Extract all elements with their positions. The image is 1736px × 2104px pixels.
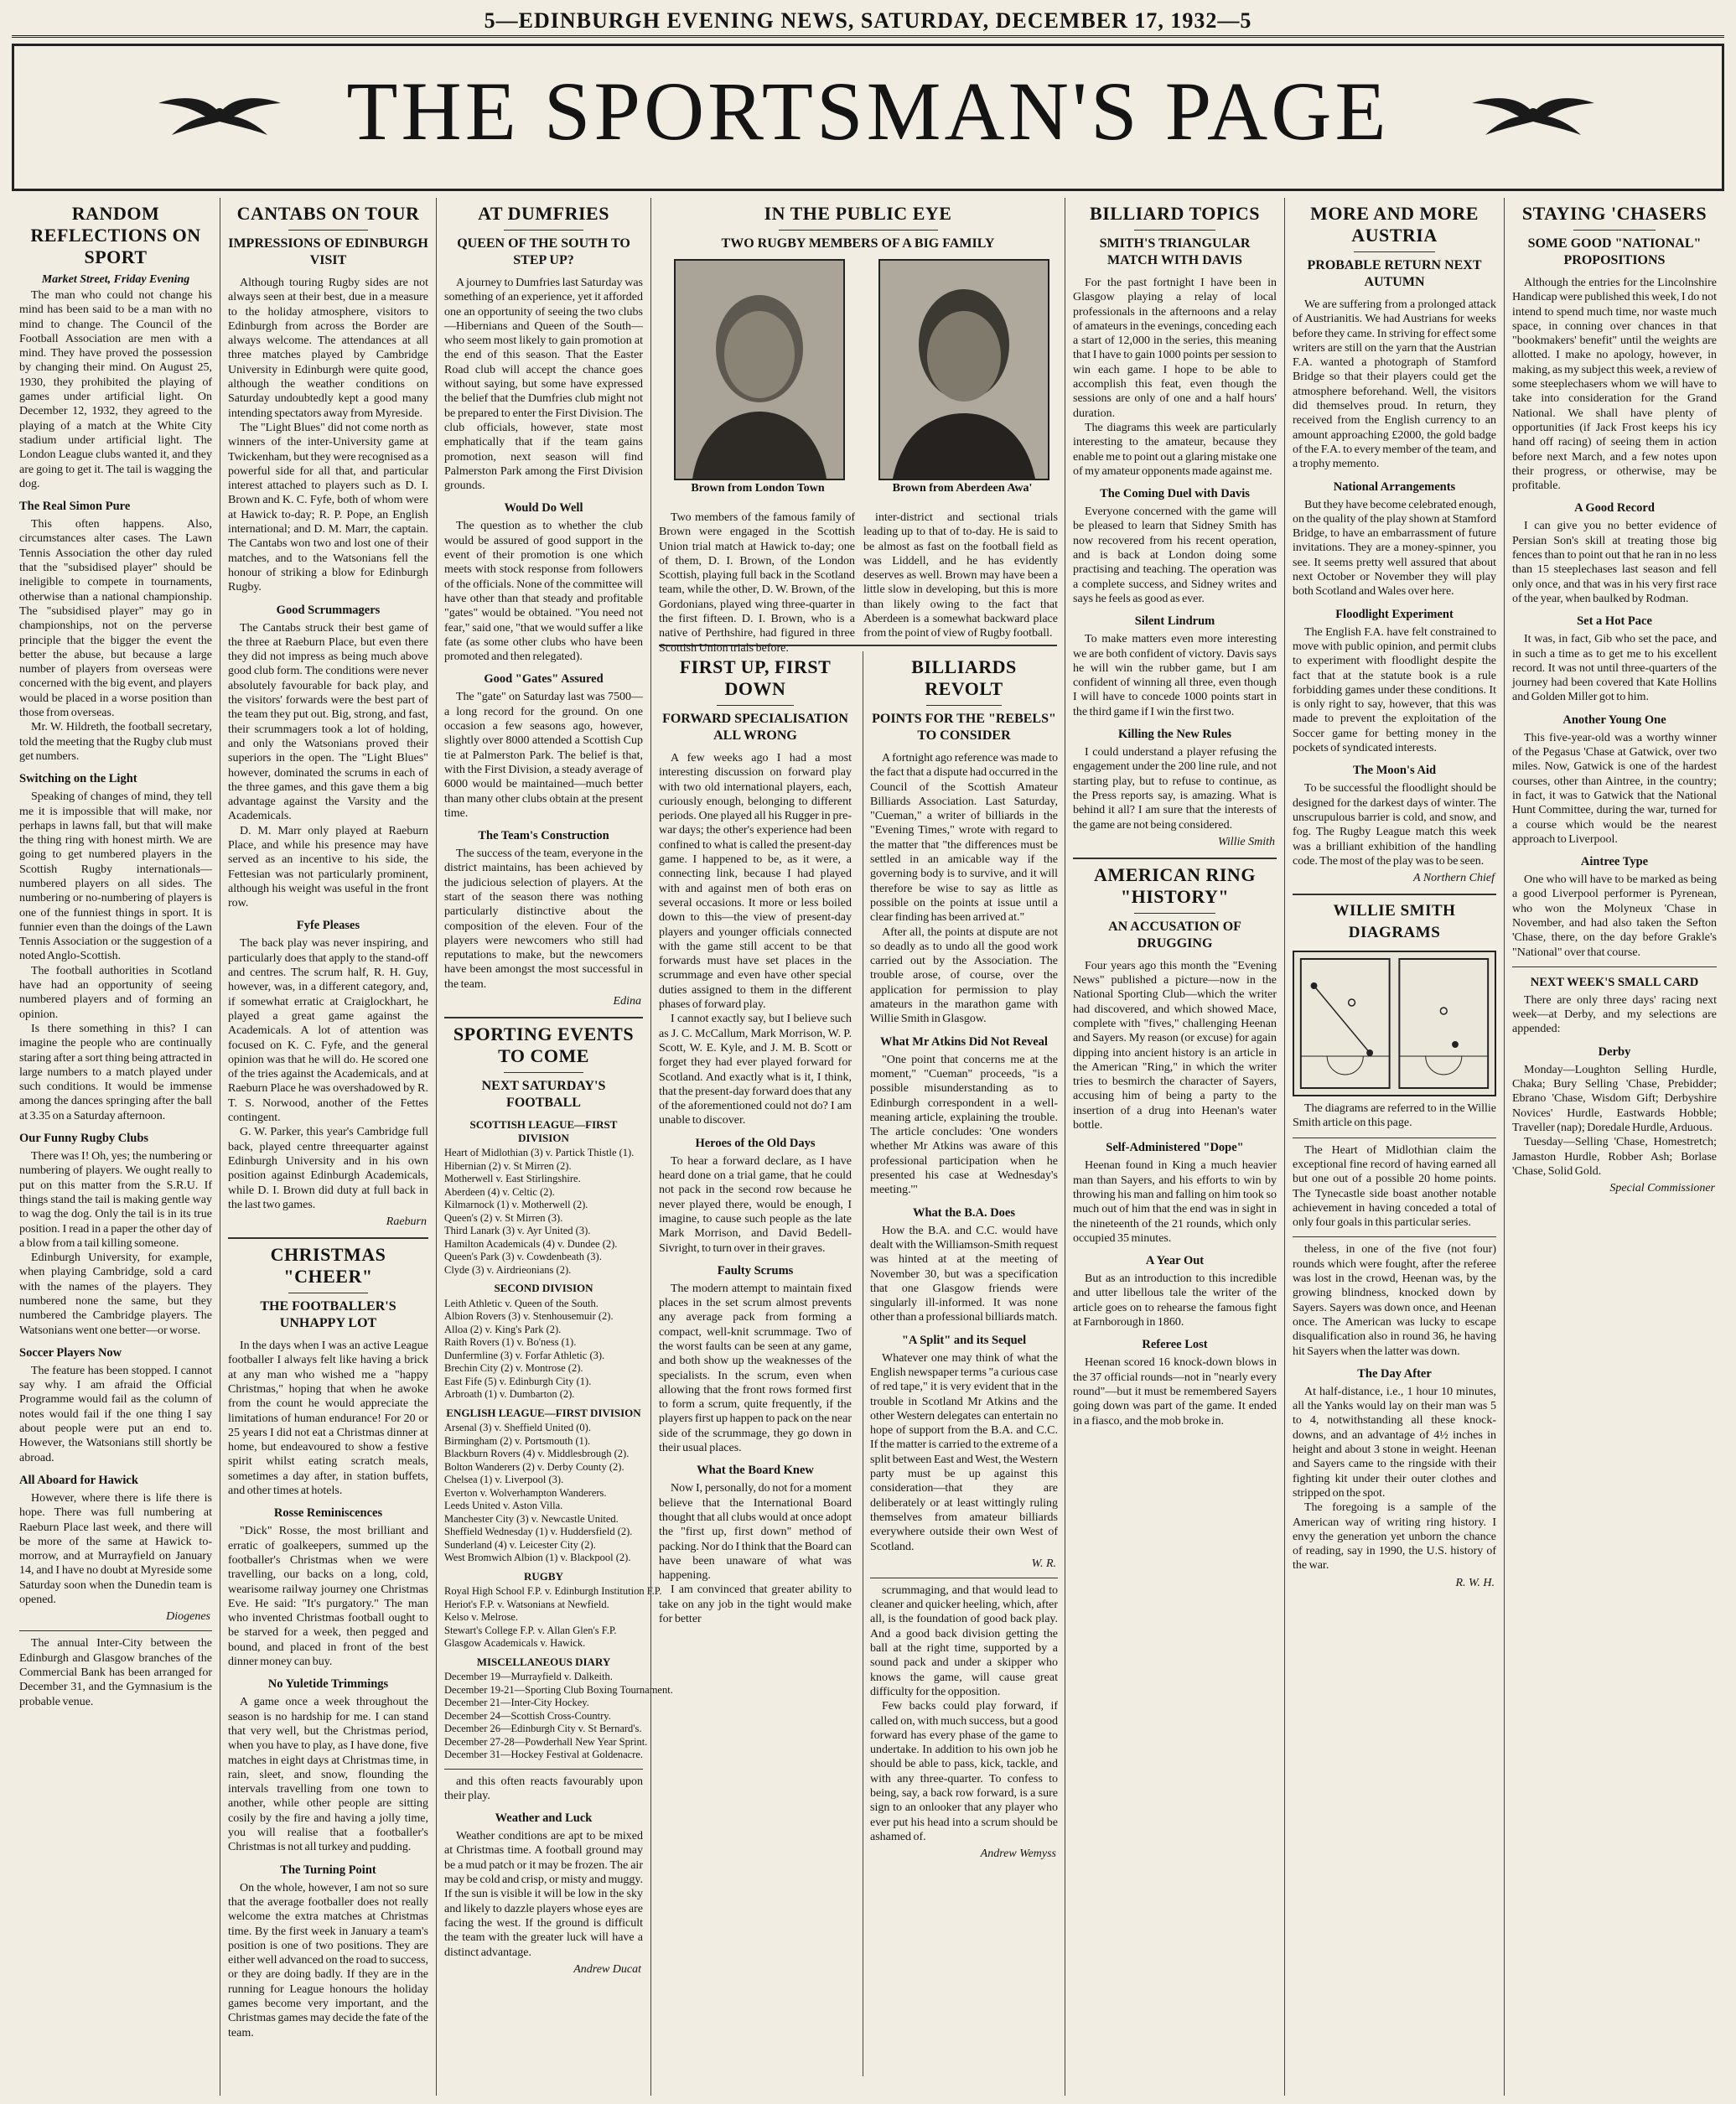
- paragraph: This often happens. Also, circumstances alter cases. The Lawn Tennis Association the other day ruled that the "subsidised player" should be ineligible to compete in tournaments, otherwise than a national championship. The "subsidised player" may go in championships, not on the perverse principle that the bigger the event the better the abuse, but because a large number of players from overseas were concerned with the big event, and players would be placed in a worse position than those from overseas.: [19, 518, 212, 720]
- article-body: [1293, 298, 1496, 885]
- column-in-the-public-eye: [650, 198, 1065, 2096]
- portrait-person-icon: [880, 261, 1048, 479]
- fixture-line: Sheffield Wednesday (1) v. Huddersfield (2).: [444, 1526, 633, 1538]
- column-more-and-more-austria: [1284, 198, 1504, 2096]
- byline-signature: Andrew Wemyss: [980, 1847, 1056, 1861]
- subheading: The Team's Construction: [478, 829, 609, 843]
- article-body: [1073, 959, 1277, 1428]
- byline-signature: Andrew Ducat: [573, 1962, 641, 1976]
- fixture-line: East Fife (5) v. Edinburgh City (1).: [444, 1375, 592, 1387]
- paragraph: To hear a forward declare, as I have heard done on a trial game, that he could not pack in the second row because he never played there, would be enough, I imagine, to cause such people as the late Mark Morrison, and David Bedell-Sivright, to turn over in their graves.: [659, 1154, 852, 1255]
- fixture-line: Kelso v. Melrose.: [444, 1611, 519, 1624]
- fixture-line: Kilmarnock (1) v. Motherwell (2).: [444, 1199, 588, 1211]
- column-headline: AT DUMFRIES: [478, 203, 609, 224]
- fixtures-heading: SCOTTISH LEAGUE—FIRST DIVISION: [469, 1118, 618, 1144]
- paragraph: However, where there is life there is hope. There was full numbering at Raeburn Place last week, and there will be more of the same at Hawick to-morrow, and at Murrayfield on January 14, and I have no doubt at Myreside some Saturday soon when the Dunedin team is opened.: [19, 1491, 212, 1607]
- paragraph: It was, in fact, Gib who set the pace, and in such a time as to get me to his excellent record. It was not until three-quarters of the journey had been covered that Kate Hollins and Golden Miller got to him.: [1512, 633, 1717, 704]
- paragraph: inter-district and sectional trials leading up to that of to-day. He is said to be almost as fast on the football field as was Liddell, and he has evidently deserves as well. Brown may have been a little slow in developing, but this is more than likely owing to the fact that Aberdeen is a somewhat backward place from the point of view of Rugby football.: [863, 511, 1058, 640]
- subheading: Switching on the Light: [19, 772, 137, 786]
- subheading: Good "Gates" Assured: [484, 672, 604, 687]
- article-body: [863, 510, 1058, 640]
- fixture-line: Stewart's College F.P. v. Allan Glen's F.P.: [444, 1624, 617, 1636]
- page-topline: 5—EDINBURGH EVENING NEWS, SATURDAY, DECEMBER 17, 1932—5: [12, 7, 1724, 38]
- fixture-line: West Bromwich Albion (1) v. Blackpool (2).: [444, 1552, 631, 1564]
- divider: [1573, 230, 1656, 231]
- subheading: Faulty Scrums: [717, 1263, 794, 1277]
- fixture-line: Clyde (3) v. Airdrieonians (2).: [444, 1263, 572, 1276]
- byline-signature: W. R.: [1031, 1557, 1056, 1570]
- paragraph: To make matters even more interesting we are both confident of victory. Davis says he will win the rubber game, but I am confident of winning all three, even though I will have to concede 1000 points start in the third game if I win the first two.: [1073, 633, 1277, 718]
- paragraph: The question as to whether the club would be assured of good support in the event of their promotion is one which meets with stock response from followers of the officials. None of the committee will have other than that steady and profitable "gates" would be obtained. "You need not fear," said one, "that we would suffer a like fate (as some other clubs who have been promoted and then relegated).: [444, 520, 643, 664]
- divider: [717, 705, 794, 706]
- paragraph: The modern attempt to maintain fixed places in the set scrum almost prevents any average pack from forming a compact, well-knit scrummage. Two of the worst faults can be seen at any game, and both show up the weaknesses of the specialists. In the scrum, even when allowing that the front rows formed first to form a scrum, quite frequently, if the players first up happen to pack on the near side of the scrummage, they go down in their usual places.: [659, 1282, 852, 1455]
- paragraph: For the past fortnight I have been in Glasgow playing a relay of local professionals in the afternoons and a relay of amateurs in the evenings, conceding each a start of 12,000 in the series, this meaning that I have to gain 1000 points per session to win each game. I hope to be able to accomplish this feat, even though the sessions are only of one and a half hours' duration.: [1073, 277, 1277, 420]
- paragraph: I am convinced that greater ability to take on any job in the tight would make for better: [659, 1583, 852, 1626]
- story-first-up-first-down: [659, 651, 857, 2076]
- article-body: [228, 276, 428, 2040]
- fixtures-heading: SECOND DIVISION: [494, 1282, 593, 1295]
- subheading: The Real Simon Pure: [19, 500, 131, 514]
- divider: [19, 1630, 212, 1631]
- paragraph: There was I! Oh, yes; the numbering or numbering of players. We ought really to put on this matter from the S.R.U. If things stand the tail is making gentle way to wag the dog. Only the tail is in its true position. I read in a paper the other day of a blow from a tail killing someone.: [19, 1150, 212, 1250]
- portrait-person-icon: [676, 261, 843, 479]
- subheading: Referee Lost: [1142, 1338, 1208, 1352]
- column-headline: MORE AND MORE AUSTRIA: [1310, 203, 1479, 246]
- paragraph: The English F.A. have felt constrained to move with public opinion, and permit clubs to experiment with floodlight despite the fact that at the statute book is a rule forbidding games under these conditions. It is only right to say, however, that this was made to prevent the exploitation of the Soccer game for betting money in the pockets of syndicated interests.: [1293, 625, 1496, 755]
- subheading: Another Young One: [1562, 713, 1666, 727]
- subheading: Derby: [1598, 1044, 1631, 1059]
- column-subhead: AN ACCUSATION OF DRUGGING: [1108, 919, 1241, 951]
- fixture-line: Chelsea (1) v. Liverpool (3).: [444, 1474, 564, 1486]
- fixture-line: Raith Rovers (1) v. Bo'ness (1).: [444, 1336, 577, 1349]
- paragraph: This five-year-old was a worthy winner of the Pegasus 'Chase at Gatwick, over two miles. Now, Gatwick is one of the hardest courses, other than Aintree, in the country; in fact, it was to Gatwick that the National Hunt Committee, during the war, turned for a course which would be the nearest approach to Liverpool.: [1512, 731, 1717, 846]
- subheading: Would Do Well: [504, 501, 583, 516]
- divider: [1354, 251, 1435, 252]
- fixture-line: Queen's (2) v. St Mirren (3).: [444, 1211, 563, 1224]
- paragraph: Whatever one may think of what the English newspaper terms "a curious case of red tape," it is very evident that in the trouble in Scotland Mr Atkins and the other Western delegates can entertain no hope of support from the B.A. and C.C. If the matter is carried to the extreme of a split between East and West, the Western party must be up against this consideration—that they are deliberately or at least wittingly ruling themselves from amateur billiards everywhere outside their own West of Scotland.: [870, 1351, 1058, 1553]
- eagle-ornament-right-icon: [1470, 88, 1596, 138]
- paragraph: On the whole, however, I am not so sure that the average footballer does not really welcome the extra matches at Christmas time. By the first week in January a team's position is one of two positions. They are either well advanced on the road to success, or they are doing badly. If they are in the running for League honours the holiday games become very important, and the Christmas games may decide the fate of the team.: [228, 1881, 428, 2039]
- column-subhead: THE FOOTBALLER'S UNHAPPY LOT: [260, 1299, 396, 1331]
- subheading: Soccer Players Now: [19, 1345, 122, 1360]
- paragraph: Although the entries for the Lincolnshire Handicap were published this week, I do not intend to spend much time, nor waste much space, in conning over chances in that "bookmakers' benefit" until the weights are allotted. I make no apology, however, in making, as my subject this week, a review of some steeplechasers whom we will have to take into consideration for the Grand National. We shall have plenty of opportunities (if Jack Frost keeps his icy hand off racing) of seeing them in action before next March, and a few notes upon their progress, or otherwise, may be profitable.: [1512, 277, 1717, 493]
- divider: [1512, 966, 1717, 967]
- paragraph: I cannot exactly say, but I believe such as J. C. McCallum, Mark Morrison, W. P. Scott, W. E. Kyle, and J. M. B. Scott or forget they had ever played forward for Scotland. And exactly what is it, I think, that the present-day forward does that any of the aforementioned could not do? I am unable to discover.: [659, 1013, 852, 1127]
- paragraph: and this often reacts favourably upon their play.: [444, 1775, 643, 1802]
- paragraph: At half-distance, i.e., 1 hour 10 minutes, all the Yanks would lay on their man was 5 to 4, notwithstanding all these knock-downs, and an advantage of 4½ inches in height and about 3 stone in weight. Heenan and Sayers came to the ringside with their fighting kit under their outer clothes and stripped on the spot.: [1293, 1385, 1496, 1500]
- divider: [504, 230, 583, 231]
- column-headline: SPORTING EVENTS TO COME: [453, 1023, 635, 1067]
- fixture-line: December 24—Scottish Cross-Country.: [444, 1709, 611, 1722]
- paragraph: I could understand a player refusing the engagement under the 200 line rule, and not starting play, but to refuse to continue, as the Press reports say, is amazing. What is behind it all? I am sure that the interests of the game are not being considered.: [1073, 746, 1277, 832]
- paragraph: The "gate" on Saturday last was 7500—a long record for the ground. On one occasion a few seasons ago, however, slightly over 8000 attended a Scottish Cup tie at Palmerston Park. The belief is that, with the First Division, a steady average of 6000 would be maintained—much better than many other clubs obtain at the present time.: [444, 691, 643, 820]
- divider: [444, 1017, 643, 1018]
- fixtures-heading: MISCELLANEOUS DIARY: [476, 1655, 611, 1668]
- fixture-line: Bolton Wanderers (2) v. Derby County (2).: [444, 1460, 624, 1473]
- diagram-caption: The diagrams are referred to in the Willie Smith article on this page.: [1293, 1102, 1496, 1130]
- fixture-line: Albion Rovers (3) v. Stenhousemuir (2).: [444, 1310, 614, 1323]
- article-body: [870, 751, 1058, 1861]
- fixture-line: December 26—Edinburgh City v. St Bernard's.: [444, 1723, 642, 1735]
- column-headline: CHRISTMAS "CHEER": [270, 1244, 386, 1288]
- byline-signature: Diogenes: [166, 1610, 210, 1624]
- subheading: Set a Hot Pace: [1577, 614, 1652, 629]
- paragraph: To be successful the floodlight should be designed for the darkest days of winter. The unscrupulous barrier is cold, and snow, and fog. The Rugby League match this week was a brilliant exhibition of the handling code. The most of the play was to be seen.: [1293, 782, 1496, 868]
- paragraph: But as an introduction to this incredible and utter libellous tale the writer of the article goes on to rehearse the famous fight at Farnborough in 1860.: [1073, 1272, 1277, 1329]
- paragraph: Is there something in this? I can imagine the people who are continually staring after a sort thing being attracted in large numbers to a match played under such conditions. It would be immense among the dances springing after the ball at 3.35 on a Saturday afternoon.: [19, 1022, 212, 1122]
- paragraph: There are only three days' racing next week—at Derby, and my selections are appended:: [1512, 993, 1717, 1036]
- column-headline: AMERICAN RING "HISTORY": [1094, 863, 1256, 907]
- portrait-caption: Brown from London Town: [691, 482, 825, 495]
- divider: [444, 1769, 643, 1770]
- racing-selection: Monday—Loughton Selling Hurdle, Chaka; Bury Selling 'Chase, Prebidder; Ebrano 'Chase, Wisdom Gift; Derbyshire Novices' Hurdle, Eastwards Hobble; Traveller (nap); Doredale Hurdle, Arduous.: [1512, 1063, 1717, 1134]
- subheading: Heroes of the Old Days: [695, 1136, 816, 1150]
- column-headline: STAYING 'CHASERS: [1521, 203, 1707, 224]
- column-headline: BILLIARDS REVOLT: [911, 656, 1017, 699]
- paragraph: Mr. W. Hildreth, the football secretary, told the meeting that the Rugby club must get numbers.: [19, 721, 212, 763]
- article-body: [659, 510, 855, 655]
- fixture-line: Leith Athletic v. Queen of the South.: [444, 1297, 599, 1309]
- byline-signature: A Northern Chief: [1413, 872, 1495, 885]
- subheading: What Mr Atkins Did Not Reveal: [880, 1034, 1048, 1049]
- fixture-line: Brechin City (2) v. Montrose (2).: [444, 1362, 583, 1375]
- fixture-line: Manchester City (3) v. Newcastle United.: [444, 1512, 619, 1525]
- divider: [926, 705, 1002, 706]
- subheading: All Aboard for Hawick: [19, 1473, 138, 1487]
- column-headline: FIRST UP, FIRST DOWN: [679, 656, 832, 699]
- paragraph: Speaking of changes of mind, they tell me it is impossible that will make, nor perhaps in lawns fall, but that will make the thing ring with honest mirth. We are going to get numbered players in the Scottish Rugby internationals—numbered players on all sides. The numbering or no-numbering of players is one of the funniest things in sport. It is funnier even than the doings of the Lawn Tennis Association or the suggestion of a noted Anglo-Scottish.: [19, 790, 212, 963]
- fixture-line: December 19-21—Sporting Club Boxing Tournament.: [444, 1683, 673, 1696]
- article-body: [1293, 1101, 1496, 1590]
- fixture-line: Arsenal (3) v. Sheffield United (0).: [444, 1422, 591, 1434]
- billiards-diagrams: [1293, 951, 1496, 1096]
- subheading: The Turning Point: [280, 1863, 376, 1877]
- subheading: What the B.A. Does: [912, 1205, 1016, 1220]
- paragraph: A few weeks ago I had a most interesting discussion on forward play with two old international players, each, curiously enough, belonging to different periods. One played all his Rugger in pre-war days; the other's experience had been confined to what is called the present-day game. I happened to be, as it were, a connecting link, because I had played with and against men of both eras on several occasions. It more or less boiled down to this—the view of present-day players and younger officials connected with the game still accent to be that forwards must have set places in the scrummage and even have other special duties assigned to them in the different phases of forward play.: [659, 752, 852, 1012]
- divider: [288, 230, 369, 231]
- paragraph: How the B.A. and C.C. would have dealt with the Williamson-Smith request was hinted at at the meeting of November 30, but was a specification that one Glasgow friends were singularly ill-informed. It was none other than a professional billiards match.: [870, 1224, 1058, 1324]
- fixture-line: Alloa (2) v. King's Park (2).: [444, 1323, 562, 1335]
- column-subhead: QUEEN OF THE SOUTH TO STEP UP?: [457, 236, 630, 267]
- paragraph: Everyone concerned with the game will be pleased to learn that Sidney Smith has now recovered from his recent operation, and is back at London doing some practising and teaching. The operation was a complete success, and Sidney writes and says he feels as good as ever.: [1073, 505, 1277, 605]
- paragraph: I can give you no better evidence of Persian Son's skill at treating those big fences than to point out that he ran in no less than 15 steeplechases last season and fell only once, and that was in his very first race of the year, when baulked by Rodman.: [1512, 520, 1717, 605]
- paragraph: G. W. Parker, this year's Cambridge full back, played centre threequarter against Edinburgh University and in his own position against Edinburgh Academicals, while D. I. Brown did duty at full back in the last two games.: [228, 1126, 428, 1211]
- paragraph: Edinburgh University, for example, when playing Cambridge, sold a card with the names of the players. They numbered none the same, but they numbered the Cambridge players. The Watsonians went one better—or worse.: [19, 1252, 212, 1337]
- column-staying-chasers: [1504, 198, 1724, 2096]
- paragraph: The success of the team, everyone in the district maintains, has been achieved by the judicious selection of players. At the start of the season there was nothing particularly distinctive about the composition of the eleven. Four of the players were newcomers who still had reputations to make, but the newcomers have been amongst the most successful in the team.: [444, 847, 643, 991]
- portrait-photo: [674, 259, 845, 480]
- paragraph: The "Light Blues" did not come north as winners of the inter-University game at Twickenham, but they were recognised as a powerful side for all that, and particular interest attached to players such as D. I. Brown and K. C. Fyfe, both of whom were at Hawick to-day; R. P. Pope, an English international; and D. M. Marr, the captain. The Cantabs won two and lost one of their matches, and to the Watsonians fell the honour of striking a blow for Edinburgh Rugby.: [228, 421, 428, 594]
- paragraph: Weather conditions are apt to be mixed at Christmas time. A football ground may be a mud patch or it may be frozen. The air may be cold and crisp, or misty and muggy. If the sun is visible it will be low in the sky and likely to dazzle players whose eyes are facing the west. If the ground is difficult the team with the greater luck will have a distinct advantage.: [444, 1830, 643, 1959]
- subheading: "A Split" and its Sequel: [901, 1333, 1027, 1347]
- paragraph: theless, in one of the five (not four) rounds which were fought, after the referee was lost in the crowd, Heenan was, by the growing blindness, knocked down by Sayers. Sayers was down once, and Heenan once. The American was lucky to escape disqualification also in round 36, he having hit Sayers when the latter was down.: [1293, 1243, 1496, 1358]
- subheading: Silent Lindrum: [1134, 614, 1215, 629]
- column-headline: IN THE PUBLIC EYE: [764, 203, 952, 224]
- paragraph: The foregoing is a sample of the American way of writing ring history. I envy the generation yet unborn the chance of reading, say in 1990, the U.S. history of the war.: [1293, 1501, 1496, 1573]
- story-billiards-revolt: [863, 651, 1058, 2076]
- byline-signature: R. W. H.: [1455, 1576, 1495, 1589]
- divider: [1134, 913, 1215, 914]
- fixtures-list: [444, 1118, 673, 1762]
- subheading: Weather and Luck: [495, 1811, 593, 1826]
- fixture-line: Sunderland (4) v. Leicester City (2).: [444, 1538, 596, 1551]
- column-headline: CANTABS ON TOUR: [236, 203, 420, 224]
- subheading: National Arrangements: [1333, 479, 1456, 494]
- fixture-line: Royal High School F.P. v. Edinburgh Institution F.P.: [444, 1585, 662, 1598]
- fixture-line: December 31—Hockey Festival at Goldenacre.: [444, 1749, 644, 1761]
- divider: [504, 1072, 583, 1073]
- column-headline: RANDOM REFLECTIONS ON SPORT: [30, 203, 201, 267]
- divider: [1073, 858, 1277, 859]
- banner-title: THE SPORTSMAN'S PAGE: [346, 65, 1390, 158]
- paragraph: The man who could not change his mind has been said to be a man with no mind to change. The Council of the Football Association are men with a mind. They have proved the possession by changing their mind. On August 25, 1930, they prohibited the playing of games under artificial light. On December 12, 1932, they agreed to the playing of a match at the White City stadium under artificial light. The London League clubs wanted it, and they are going to get it. The tail is wagging the dog.: [19, 289, 212, 490]
- paragraph: D. M. Marr only played at Raeburn Place, and while his presence may have served as an incentive to his side, the Fettesian was not particularly prominent, although his weight was useful in the front row.: [228, 824, 428, 910]
- subheading: A Good Record: [1574, 501, 1655, 516]
- column-subhead: TWO RUGBY MEMBERS OF A BIG FAMILY: [721, 236, 995, 251]
- fixture-line: Motherwell v. East Stirlingshire.: [444, 1173, 581, 1185]
- paragraph: The Cantabs struck their best game of the three at Raeburn Place, but even there they did not impress as being much above good club form. The conditions were never absolutely favourable for back play, and the visitors' forwards were the best part of the team they put out. Big, strong, and fast, their scrummagers took a lot of holding, and only the Watsonians proved their superiors in the open. The "Light Blues" however, dominated the scrums in each of the three games, and this gave them a big advantage against the Varsity and the Academicals.: [228, 621, 428, 823]
- byline-signature: Raeburn: [386, 1215, 427, 1229]
- fixtures-heading: RUGBY: [524, 1569, 563, 1583]
- paragraph: Heenan found in King a much heavier man than Sayers, and his efforts to win by throwing his man and falling on him took so much out of him that the end was in sight in the nineteenth of the 21 rounds, which only occupied 35 minutes.: [1073, 1159, 1277, 1245]
- paragraph: Few backs could play forward, if called on, with much success, but a good forward has every phase of the game to undertake. In addition to his own job he should be able to pass, kick, tackle, and with any three-quarter. To confess to being, say, a back row forward, is a sure sign to an onlooker that any player who ever put his head into a scrum should be ashamed of.: [870, 1700, 1058, 1843]
- dateline: Market Street, Friday Evening: [41, 273, 190, 286]
- subheading: The Moon's Aid: [1352, 764, 1437, 778]
- paragraph: A fortnight ago reference was made to the fact that a dispute had occurred in the Council of the Scottish Amateur Billiards Association. Last Saturday, "Cueman," a writer of billiards in the "Evening Times," wrote with regard to the matter that "the differences must be settled in an amicable way if the governing body is to survive, and it will therefore be wise to say as little as possible on the points at issue until a clear finding has been arrived at.": [870, 752, 1058, 925]
- fixture-line: Queen's Park (3) v. Cowdenbeath (3).: [444, 1251, 602, 1263]
- diagrams-title: WILLIE SMITH DIAGRAMS: [1333, 902, 1456, 942]
- byline-signature: Edina: [613, 995, 641, 1008]
- byline-signature: Special Commissioner: [1609, 1182, 1715, 1195]
- paragraph: scrummaging, and that would lead to cleaner and quicker heeling, which, after all, is the foundation of good back play. And a good back division getting the ball at the right time, supported by a sound pack and under a skipper who knows the game, will cause great difficulty for the opposition.: [870, 1583, 1058, 1698]
- divider: [1134, 230, 1215, 231]
- article-body: [19, 288, 212, 1709]
- portrait-photo: [878, 259, 1049, 480]
- fixture-line: Blackburn Rovers (4) v. Middlesbrough (2).: [444, 1448, 630, 1460]
- column-subhead: SOME GOOD "NATIONAL" PROPOSITIONS: [1527, 236, 1702, 267]
- racing-card-title: NEXT WEEK'S SMALL CARD: [1530, 975, 1699, 989]
- fixture-line: Glasgow Academicals v. Hawick.: [444, 1637, 586, 1650]
- paragraph: The back play was never inspiring, and particularly does that apply to the stand-off and centres. The scrum half, R. H. Guy, however, was, in a different category, and, if somewhat erratic at Craiglockhart, he played a great game against the Academicals. A lot of attention was focused on K. C. Fyfe, and the general opinion was that he will do. He scored one of the tries against the Academicals, and at Raeburn Place he was overshadowed by R. T. S. Norwood, another of the Fettes contingent.: [228, 937, 428, 1125]
- paragraph: One who will have to be marked as being a good Liverpool performer is Pyrenean, who won the Molyneux 'Chase in November, and had also taken the Sefton 'Chase, there, on the day before Grakle's "National" over that course.: [1512, 873, 1717, 959]
- column-subhead: IMPRESSIONS OF EDINBURGH VISIT: [228, 236, 428, 267]
- subheading: Aintree Type: [1580, 855, 1649, 869]
- subheading: Self-Administered "Dope": [1106, 1141, 1244, 1155]
- divider: [1293, 894, 1496, 895]
- split-stories: [659, 651, 1057, 2076]
- subheading: Good Scrummagers: [276, 603, 381, 617]
- subheading: Killing the New Rules: [1118, 728, 1231, 742]
- column-cantabs-on-tour: [220, 198, 436, 2096]
- byline-signature: Willie Smith: [1217, 835, 1275, 848]
- fixture-line: Dunfermline (3) v. Forfar Athletic (3).: [444, 1349, 605, 1361]
- paragraph: In the days when I was an active League footballer I always felt like having a brick at any man who wished me a "happy Christmas," hoping that when he awoke from the count he would appreciate the limitations of human endurance! For 20 or 25 years I did not eat a Christmas dinner at home, but endeavoured to show a festive spirit whilst eating scratch meals, sometimes a day after, in station buffets, and other times at hotels.: [228, 1340, 428, 1498]
- article-body: [444, 1775, 643, 1977]
- portrait-caption: Brown from Aberdeen Awa': [892, 482, 1033, 495]
- racing-selection: Tuesday—Selling 'Chase, Homestretch; Jamaston Hurdle, Robber Ash; Borlase 'Chase, Solid Gold.: [1512, 1136, 1717, 1178]
- subheading: Floodlight Experiment: [1335, 607, 1454, 621]
- fixture-line: December 21—Inter-City Hockey.: [444, 1697, 589, 1709]
- paragraph: A game once a week throughout the season is no hardship for me. I can stand that very well, but the Christmas period, when you have to play, as I have done, five matches in eight days at Christmas time, in rain, sleet, and snow, flounding the intervals travelling from one town to another, while other people are sitting cosily by the fire and having a jolly time, you will realise that a footballer's Christmas is not all turkey and pudding.: [228, 1696, 428, 1854]
- paragraph: The football authorities in Scotland have had an opportunity of seeing numbered players and of forming an opinion.: [19, 964, 212, 1021]
- fixture-line: December 19—Murrayfield v. Dalkeith.: [444, 1671, 613, 1683]
- column-subhead: PROBABLE RETURN NEXT AUTUMN: [1307, 258, 1482, 289]
- column-headline: BILLIARD TOPICS: [1090, 203, 1260, 224]
- article-body: [1073, 276, 1277, 849]
- fixture-line: Arbroath (1) v. Dumbarton (2).: [444, 1388, 575, 1401]
- paragraph: We are suffering from a prolonged attack of Austrianitis. We had Austrians for weeks before they came. In striving for effect some writers are still on the yarn that the Austrian F.A. wanted a photograph of Stamford Bridge so that their players could get the atmosphere beforehand. Well, the visitors did themselves proud. In return, they received from the English currency to an amount approaching £2000, the gold badge of the F.A. to every member of the team, and a trophy memento.: [1293, 298, 1496, 471]
- paragraph: The Heart of Midlothian claim the exceptional fine record of having earned all but one out of a possible 20 home points. The Tynecastle side boast another notable achievement in having conceded a total of only four goals in this particular series.: [1293, 1143, 1496, 1230]
- paragraph: The diagrams this week are particularly interesting to the amateur, because they enable me to point out a glaring mistake one of my amateur opponents made against me.: [1073, 421, 1277, 478]
- subheading: Fyfe Pleases: [296, 919, 360, 933]
- article-body: [1512, 276, 1717, 1195]
- fixture-line: Heriot's F.P. v. Watsonians at Newfield.: [444, 1598, 609, 1610]
- paragraph: Four years ago this month the "Evening News" published a picture—now in the National Sporting Club—which the writer had discovered, and which showed Mace, complete with "fives," challenging Heenan and Sayers. My reason (or excuse) for again dipping into ancient history is an article in the American "Ring," in which the writer tries to besmirch the character of Sayers, accusing him of being a party to the insertion of a drug into Heenan's water bottle.: [1073, 959, 1277, 1132]
- paragraph: A journey to Dumfries last Saturday was something of an experience, yet it afforded one an opportunity of seeing the two clubs—Hibernians and Queen of the South—who seem most likely to gain promotion at the end of this season. That the Easter Road club will accept the chance goes without saying, but some have expressed the belief that the Dumfries club might not be prepared to enter the First Division. The club officials, however, state most emphatically that if the team gains promotion, next season will find Palmerston Park among the First Division grounds.: [444, 277, 643, 493]
- paragraph: Although touring Rugby sides are not always seen at their best, due in a measure to the holiday atmosphere, visitors to Edinburgh from across the Border are always welcome. The attendances at all three matches played by Cambridge University in Edinburgh were quite good, although the weather conditions on Saturday undoubtedly kept a good many intending spectators away from Myreside.: [228, 277, 428, 420]
- divider: [228, 1237, 428, 1239]
- paragraph: Now I, personally, do not for a moment believe that the International Board thought that all clubs would at once adopt the "first up, first down" method of packing. Nor do I think that the Board can have been unaware of what was happening.: [659, 1482, 852, 1583]
- billiard-table-diagram-icon: [1294, 952, 1495, 1095]
- subheading: The Coming Duel with Davis: [1100, 487, 1250, 501]
- columns-container: [12, 198, 1724, 2096]
- portraits: [659, 259, 1057, 510]
- page-banner: [12, 44, 1724, 191]
- column-random-reflections: [12, 198, 220, 2096]
- fixture-line: Aberdeen (4) v. Celtic (2).: [444, 1185, 555, 1198]
- subheading: Our Funny Rugby Clubs: [19, 1132, 149, 1146]
- fixture-line: Birmingham (2) v. Portsmouth (1).: [444, 1434, 591, 1447]
- fixture-line: Hamilton Academicals (4) v. Dundee (2).: [444, 1237, 618, 1250]
- fixture-line: Heart of Midlothian (3) v. Partick Thistle (1).: [444, 1147, 635, 1159]
- column-subhead: FORWARD SPECIALISATION ALL WRONG: [662, 712, 848, 743]
- paragraph: After all, the points at dispute are not so deadly as to undo all the good work carried out by the Association. The trouble arose, of course, over the application for permission to play amateurs in the marathon game with Willie Smith in Glasgow.: [870, 925, 1058, 1026]
- paragraph: The annual Inter-City between the Edinburgh and Glasgow branches of the Commercial Bank has been arranged for December 31, and the Gymnasium is the probable venue.: [19, 1637, 212, 1708]
- paragraph: The feature has been stopped. I cannot say why. I am afraid the Official Programme would fail as the column of notes would fail if the one thing I say about people were put an end to. However, the Watsonians still shortly be abroad.: [19, 1364, 212, 1464]
- article-body: [444, 276, 643, 1008]
- fixture-line: Third Lanark (3) v. Ayr United (3).: [444, 1225, 591, 1237]
- divider: [1293, 1236, 1496, 1237]
- column-subhead: SMITH'S TRIANGULAR MATCH WITH DAVIS: [1099, 236, 1251, 267]
- fixtures-heading: ENGLISH LEAGUE—FIRST DIVISION: [446, 1406, 641, 1419]
- fixture-line: Leeds United v. Aston Villa.: [444, 1500, 563, 1512]
- paragraph: Two members of the famous family of Brown were engaged in the Scottish Union trial match at Hawick to-day; one of them, D. I. Brown, of the London Scottish, playing full back in the Scotland team, while the other, D. W. Brown, of the Gordonians, played wing three-quarter in the first fifteen. D. I. Brown, who is a native of Perthshire, had figured in three Scottish Union trials before.: [659, 511, 855, 655]
- fixture-line: Hibernian (2) v. St Mirren (2).: [444, 1159, 572, 1172]
- column-at-dumfries: [436, 198, 673, 2096]
- fixture-line: Everton v. Wolverhampton Wanderers.: [444, 1486, 607, 1499]
- column-billiard-topics: [1065, 198, 1284, 2096]
- article-body: [659, 751, 852, 1626]
- paragraph: "One point that concerns me at the moment," "Cueman" proceeds, "is a possible misunderstanding as to Edinburgh correspondent in a well-meaning article, explaining the trouble. The article concludes: 'One wonders whether Mr Atkins was aware of this professional participation when he presented his case at Wednesday's meeting.'": [870, 1053, 1058, 1197]
- subheading: No Yuletide Trimmings: [267, 1677, 389, 1692]
- subheading: What the Board Knew: [697, 1464, 814, 1478]
- paragraph: But they have become celebrated enough, on the quality of the play shown at Stamford Bridge, to have an embarrassment of future invitations. They are a money-spinner, you see. It seems pretty well assured that about next October or November they will play both Scotland and Wales over here.: [1293, 498, 1497, 599]
- paragraph: "Dick" Rosse, the most brilliant and erratic of goalkeepers, summed up the footballer's Christmas when we were travelling, our backs on a long, cold, wearisome railway journey one Christmas Eve. He said: "It's purgatory." The man who invented Christmas football ought to be starved for a week, then pegged and bound, and placed in front of the best dinner money can buy.: [228, 1525, 428, 1669]
- column-subhead: POINTS FOR THE "REBELS" TO CONSIDER: [872, 712, 1056, 743]
- subheading: The Day After: [1357, 1366, 1432, 1381]
- divider: [779, 230, 938, 231]
- subheading: A Year Out: [1145, 1254, 1205, 1268]
- column-subhead: NEXT SATURDAY'S FOOTBALL: [481, 1079, 606, 1111]
- paragraph: Heenan scored 16 knock-down blows in the 37 official rounds—not in "nearly every round"—but it must be remembered Sayers going down was part of the game. It ended in a fiasco, and the mob broke in.: [1073, 1356, 1277, 1428]
- fixture-line: December 27-28—Powderhall New Year Sprint.: [444, 1735, 648, 1748]
- photo-story: [659, 510, 1058, 655]
- subheading: Rosse Reminiscences: [273, 1506, 383, 1521]
